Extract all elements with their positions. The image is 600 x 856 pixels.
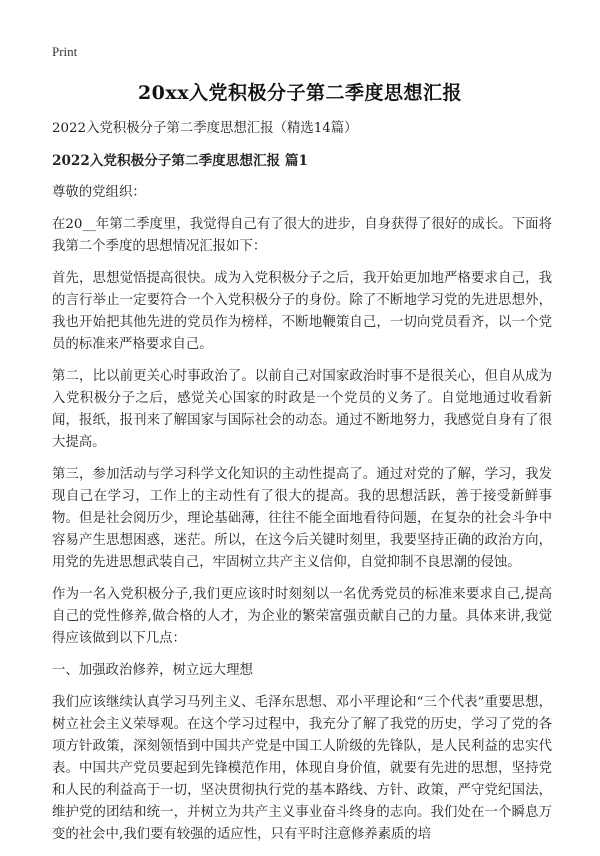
- subsection-heading: 一、加强政治修养，树立远大理想: [52, 663, 253, 678]
- document-subtitle: 2022入党积极分子第二季度思想汇报（精选14篇）: [52, 121, 358, 136]
- document-body: [52, 118, 552, 856]
- paragraph-6: 我们应该继续认真学习马列主义、毛泽东思想、邓小平理论和“三个代表”重要思想，树立社会主义荣辱观。在这个学习过程中，我充分了解了我党的历史，学习了党的各项方针政策，深刻领悟到中国共产党是中国工人阶级的先锋队，是人民利益的忠实代表。中国共产党员要起到先锋模范作用，体现自身价值，就要有先进的思想，坚持党和人民的利益高于一切，坚决贯彻执行党的基本路线、方针、政策，严守党纪国法，维护党的团结和统一，并树立为共产主义事业奋斗终身的志向。我们处在一个瞬息万变的社会中,我们要有较强的适应性，只有平时注意修养素质的培: [52, 695, 552, 842]
- salutation: 尊敬的党组织：: [52, 185, 146, 200]
- document-title: 20xx入党积极分子第二季度思想汇报: [137, 82, 463, 104]
- paragraph-3: 第二，比以前更关心时事政治了。以前自己对国家政治时事不是很关心，但自从成为入党积极分子之后，感觉关心国家的时政是一个党员的义务了。自觉地通过收看新闻，报纸，报刊来了解国家与国际社会的动态。通过不断地努力，我感觉自身有了很大提高。: [52, 369, 552, 450]
- print-label[interactable]: Print: [52, 44, 78, 59]
- paragraph-5: 作为一名入党积极分子,我们更应该时时刻刻以一名优秀党员的标准来要求自己,提高自己的党性修养,做合格的人才，为企业的繁荣富强贡献自己的力量。具体来讲,我觉得应该做到以下几点：: [52, 587, 552, 646]
- paragraph-2: 首先，思想觉悟提高很快。成为入党积极分子之后，我开始更加地严格要求自己，我的言行举止一定要符合一个入党积极分子的身份。除了不断地学习党的先进思想外，我也开始把其他先进的党员作为榜样，不断地鞭策自己，一切向党员看齐，以一个党员的标准来严格要求自己。: [52, 271, 552, 352]
- section-heading: 2022入党积极分子第二季度思想汇报 篇1: [52, 153, 308, 169]
- paragraph-1: 在20__年第二季度里，我觉得自己有了很大的进步，自身获得了很好的成长。下面将我第二个季度的思想情况汇报如下：: [52, 217, 552, 254]
- paragraph-4: 第三，参加活动与学习科学文化知识的主动性提高了。通过对党的了解，学习，我发现自己在学习，工作上的主动性有了很大的提高。我的思想活跃，善于接受新鲜事物。但是社会阅历少，理论基础薄，往往不能全面地看待问题，在复杂的社会斗争中容易产生思想困惑，迷茫。所以，在这今后关键时刻里，我要坚持正确的政治方向，用党的先进思想武装自己，牢固树立共产主义信仰，自觉抑制不良思潮的侵蚀。: [52, 467, 552, 570]
